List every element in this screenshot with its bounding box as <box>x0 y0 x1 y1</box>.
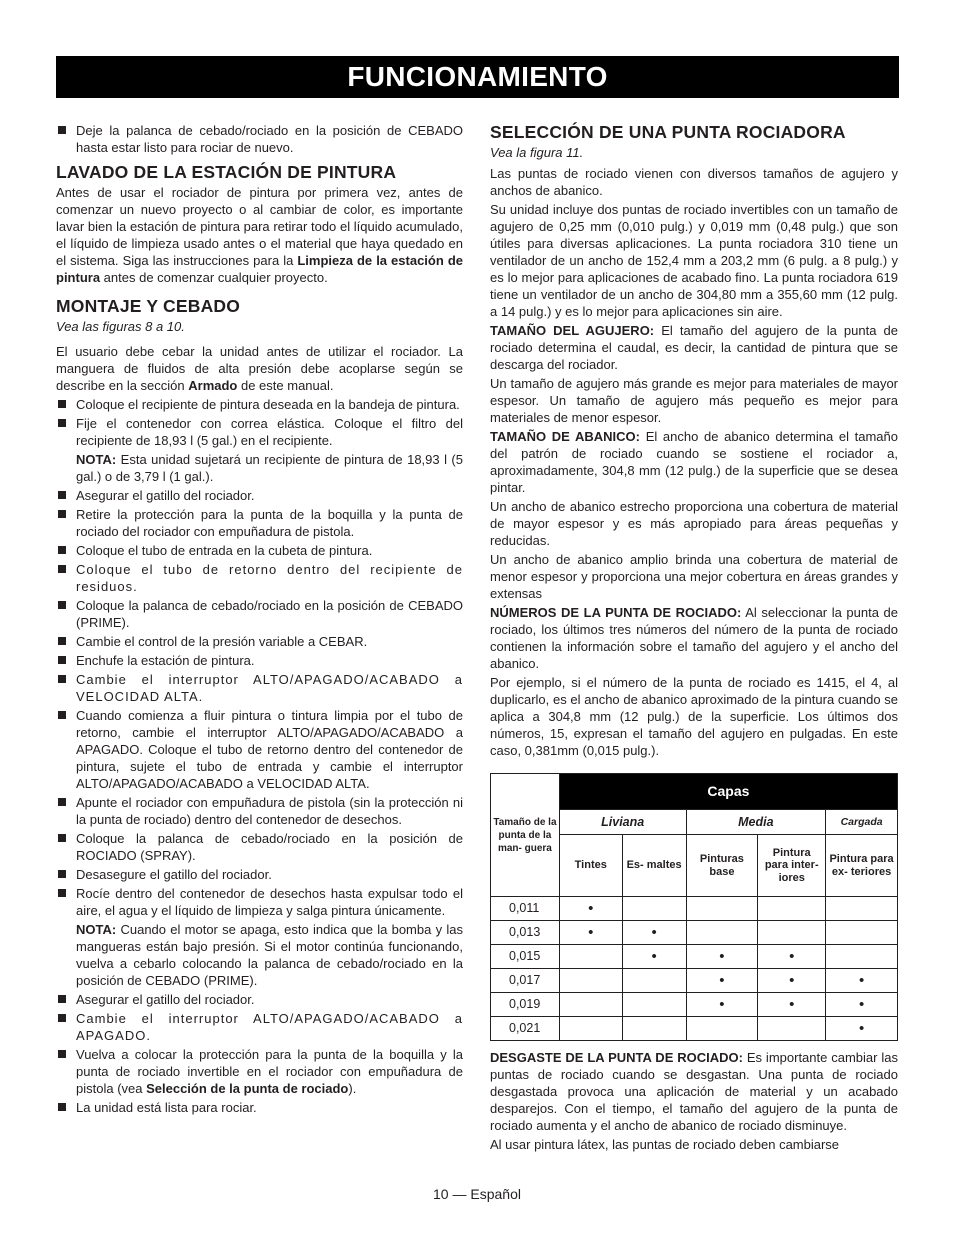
mark-cell <box>758 921 826 945</box>
size-cell: 0,011 <box>491 897 560 921</box>
section-heading-mount: MONTAJE Y CEBADO <box>56 296 241 316</box>
list-item: Apunte el rociador con empuñadura de pistola (sin la protección ni la punta de rociado) dentro del contenedor de desechos. <box>56 794 463 828</box>
square-bullet-icon <box>58 1050 66 1058</box>
paragraph: DESGASTE DE LA PUNTA DE ROCIADO: Es importante cambiar las puntas de rociado cuando se desgastan. Una punta de rociado desgastada provoca una aplicación de material y un acabado desparejos. Con el tiempo, el tamaño del agujero de la punta de rociado aumenta y el ancho de abanico de rociado disminuye. <box>490 1050 898 1133</box>
list-item: Cuando comienza a fluir pintura o tintura limpia por el tubo de retorno, cambie el interruptor ALTO/APAGADO/ACABADO a APAGADO. Coloque el tubo de retorno dentro del contenedor de pintura, sujete el tubo de entrada y cambie el interruptor ALTO/APAGADO/ACABADO a VELOCIDAD ALTA. <box>56 707 463 792</box>
mark-cell: • <box>622 945 686 969</box>
mark-cell <box>559 1017 622 1041</box>
square-bullet-icon <box>58 510 66 518</box>
square-bullet-icon <box>58 419 66 427</box>
mark-cell: • <box>622 921 686 945</box>
table-row <box>491 969 898 993</box>
square-bullet-icon <box>58 711 66 719</box>
mark-cell <box>826 897 898 921</box>
section-heading-wash: LAVADO DE LA ESTACIÓN DE PINTURA <box>56 162 397 182</box>
list-item: Vuelva a colocar la protección para la punta de la boquilla y la punta de rociado invertible en el rociador con empuñadura de pistola (vea Selección de la punta de rociado). <box>56 1046 463 1097</box>
mark-cell: • <box>686 969 758 993</box>
square-bullet-icon <box>58 834 66 842</box>
mark-cell <box>826 945 898 969</box>
table-header-capas: Capas <box>559 774 897 810</box>
table-corner-header: Tamaño de la punta de la man- guera <box>491 774 560 897</box>
square-bullet-icon <box>58 798 66 806</box>
mount-paragraph: El usuario debe cebar la unidad antes de utilizar el rociador. La manguera de fluidos de alta presión debe acoplarse según se describe en la sección Armado de este manual. <box>56 344 463 393</box>
mark-cell <box>622 993 686 1017</box>
paragraph: Al usar pintura látex, las puntas de rociado deben cambiarse <box>490 1137 840 1152</box>
table-row <box>491 1017 898 1041</box>
list-item: Cambie el control de la presión variable a CEBAR. <box>56 633 463 650</box>
list-item: Desasegure el gatillo del rociador. <box>56 866 463 883</box>
left-column <box>56 122 463 1118</box>
mark-cell <box>622 1017 686 1041</box>
right-column <box>490 122 898 1155</box>
square-bullet-icon <box>58 400 66 408</box>
mark-cell: • <box>758 969 826 993</box>
column-header: Pinturas base <box>686 835 758 897</box>
square-bullet-icon <box>58 637 66 645</box>
list-item: Asegurar el gatillo del rociador. <box>56 991 463 1008</box>
square-bullet-icon <box>58 995 66 1003</box>
mark-cell <box>686 1017 758 1041</box>
intro-list <box>56 122 463 156</box>
mark-cell: • <box>559 897 622 921</box>
list-item: Deje la palanca de cebado/rociado en la posición de CEBADO hasta estar listo para rociar de nuevo. <box>56 122 463 156</box>
steps-list <box>56 396 463 1116</box>
mark-cell <box>758 897 826 921</box>
list-item: Coloque el tubo de retorno dentro del recipiente de residuos. <box>56 561 463 595</box>
size-cell: 0,019 <box>491 993 560 1017</box>
table-row <box>491 897 898 921</box>
page-footer: 10 — Español <box>433 1186 521 1202</box>
square-bullet-icon <box>58 546 66 554</box>
column-header: Tintes <box>559 835 622 897</box>
mark-cell <box>559 993 622 1017</box>
group-header: Liviana <box>559 810 686 835</box>
mark-cell <box>758 1017 826 1041</box>
square-bullet-icon <box>58 1014 66 1022</box>
mark-cell: • <box>686 993 758 1017</box>
note: NOTA: Esta unidad sujetará un recipiente de pintura de 18,93 l (5 gal.) o de 3,79 l (1 gal.). <box>76 452 463 484</box>
paragraph: TAMAÑO DE ABANICO: El ancho de abanico determina el tamaño del patrón de rociado cuando se sostiene el rociador a, aproximadamente, 304,8 mm (12 pulg.) de la superficie que se desea pintar. <box>490 429 898 495</box>
list-item: Fije el contenedor con correa elástica. Coloque el filtro del recipiente de 18,93 l (5 gal.) en el recipiente. <box>56 415 463 449</box>
mark-cell <box>686 897 758 921</box>
list-item: Cambie el interruptor ALTO/APAGADO/ACABADO a VELOCIDAD ALTA. <box>56 671 463 705</box>
mark-cell: • <box>758 945 826 969</box>
spray-tip-table <box>490 773 898 1041</box>
list-item: Coloque la palanca de cebado/rociado en la posición de ROCIADO (SPRAY). <box>56 830 463 864</box>
paragraph: Un tamaño de agujero más grande es mejor para materiales de mayor espesor. Un tamaño de agujero más pequeño es mejor para materiales de menor espesor. <box>490 376 898 425</box>
note: NOTA: Cuando el motor se apaga, esto indica que la bomba y las mangueras están bajo presión. Si el motor continúa funcionando, vuelva a cebarlo colocando la palanca de cebado/rociado en la posición de CEBADO (PRIME). <box>76 922 463 988</box>
figure-reference: Vea las figuras 8 a 10. <box>56 319 185 334</box>
mark-cell: • <box>826 993 898 1017</box>
list-item: Asegurar el gatillo del rociador. <box>56 487 463 504</box>
column-header: Es- maltes <box>622 835 686 897</box>
square-bullet-icon <box>58 889 66 897</box>
table-row <box>491 921 898 945</box>
paragraph: Las puntas de rociado vienen con diversos tamaños de agujero y anchos de abanico. <box>490 166 898 198</box>
mark-cell <box>622 969 686 993</box>
mark-cell <box>686 921 758 945</box>
size-cell: 0,015 <box>491 945 560 969</box>
mark-cell <box>826 921 898 945</box>
list-item: Coloque el recipiente de pintura deseada en la bandeja de pintura. <box>56 396 463 413</box>
group-header: Cargada <box>826 810 898 835</box>
list-item: La unidad está lista para rociar. <box>56 1099 463 1116</box>
square-bullet-icon <box>58 656 66 664</box>
square-bullet-icon <box>58 1103 66 1111</box>
square-bullet-icon <box>58 870 66 878</box>
square-bullet-icon <box>58 675 66 683</box>
figure-reference: Vea la figura 11. <box>490 145 584 160</box>
mark-cell <box>559 945 622 969</box>
paragraph: Por ejemplo, si el número de la punta de rociado es 1415, el 4, al duplicarlo, es el ancho de abanico aproximado de la pintura cuando se aplica a 304,8 mm (12 pulg.) de la superficie. Los últimos dos números, 15, expresan el tamaño del agujero en pulgadas. En este caso, 0,381mm (0,015 pulg.). <box>490 675 898 758</box>
mark-cell: • <box>826 969 898 993</box>
size-cell: 0,017 <box>491 969 560 993</box>
size-cell: 0,013 <box>491 921 560 945</box>
paragraph: Un ancho de abanico estrecho proporciona una cobertura de material de mayor espesor y es más apropiado para áreas pequeñas y reducidas. <box>490 499 898 548</box>
column-header: Pintura para ex- teriores <box>826 835 898 897</box>
section-heading-tip: SELECCIÓN DE UNA PUNTA ROCIADORA <box>490 122 846 142</box>
size-cell: 0,021 <box>491 1017 560 1041</box>
mark-cell: • <box>559 921 622 945</box>
mark-cell <box>622 897 686 921</box>
square-bullet-icon <box>58 491 66 499</box>
table-row <box>491 945 898 969</box>
mark-cell: • <box>686 945 758 969</box>
square-bullet-icon <box>58 601 66 609</box>
list-item: Coloque el tubo de entrada en la cubeta de pintura. <box>56 542 463 559</box>
paragraph: NÚMEROS DE LA PUNTA DE ROCIADO: Al seleccionar la punta de rociado, los últimos tres números del número de la punta de rociado contienen la información sobre el tamaño del agujero y el ancho del abanico. <box>490 605 898 671</box>
list-item: Enchufe la estación de pintura. <box>56 652 463 669</box>
list-item: Cambie el interruptor ALTO/APAGADO/ACABADO a APAGADO. <box>56 1010 463 1044</box>
page-title: FUNCIONAMIENTO <box>56 56 899 98</box>
group-header: Media <box>686 810 826 835</box>
mark-cell: • <box>758 993 826 1017</box>
paragraph: Un ancho de abanico amplio brinda una cobertura de material de menor espesor y proporciona una mejor cobertura en áreas grandes y extensas <box>490 552 898 601</box>
mark-cell: • <box>826 1017 898 1041</box>
paragraph: Su unidad incluye dos puntas de rociado invertibles con un tamaño de agujero de 0,25 mm (0,010 pulg.) y 0,019 mm (0,48 pulg.) que son útiles para diversas aplicaciones. La punta rociadora 310 tiene un ventilador de un ancho de 152,4 mm a 203,2 mm (6 pulg. a 8 pulg.) y es lo mejor para aplicaciones de acabado fino. La punta rociadora 619 tiene un ventilador de un ancho de 304,80 mm a 355,60 mm (12 pulg. a 14 pulg.) y es lo mejor para aplicaciones sin aire. <box>490 202 898 319</box>
list-item: Coloque la palanca de cebado/rociado en la posición de CEBADO (PRIME). <box>56 597 463 631</box>
square-bullet-icon <box>58 126 66 134</box>
mark-cell <box>559 969 622 993</box>
list-item: Retire la protección para la punta de la boquilla y la punta de rociado del rociador con empuñadura de pistola. <box>56 506 463 540</box>
wash-paragraph: Antes de usar el rociador de pintura por primera vez, antes de comenzar un nuevo proyecto o al cambiar de color, es importante lavar bien la estación de pintura para retirar todo el líquido acumulado, el líquido de limpieza usado antes o el material que haya quedado en el sistema. Siga las instrucciones para la Limpieza de la estación de pintura antes de comenzar cualquier proyecto. <box>56 185 463 285</box>
square-bullet-icon <box>58 565 66 573</box>
paragraph: TAMAÑO DEL AGUJERO: El tamaño del agujero de la punta de rociado determina el caudal, es decir, la cantidad de pintura que se descarga del rociador. <box>490 323 898 372</box>
column-header: Pintura para inter- iores <box>758 835 826 897</box>
table-row <box>491 993 898 1017</box>
list-item: Rocíe dentro del contenedor de desechos hasta expulsar todo el aire, el agua y el líquido de limpieza y salga pintura únicamente. <box>56 885 463 919</box>
